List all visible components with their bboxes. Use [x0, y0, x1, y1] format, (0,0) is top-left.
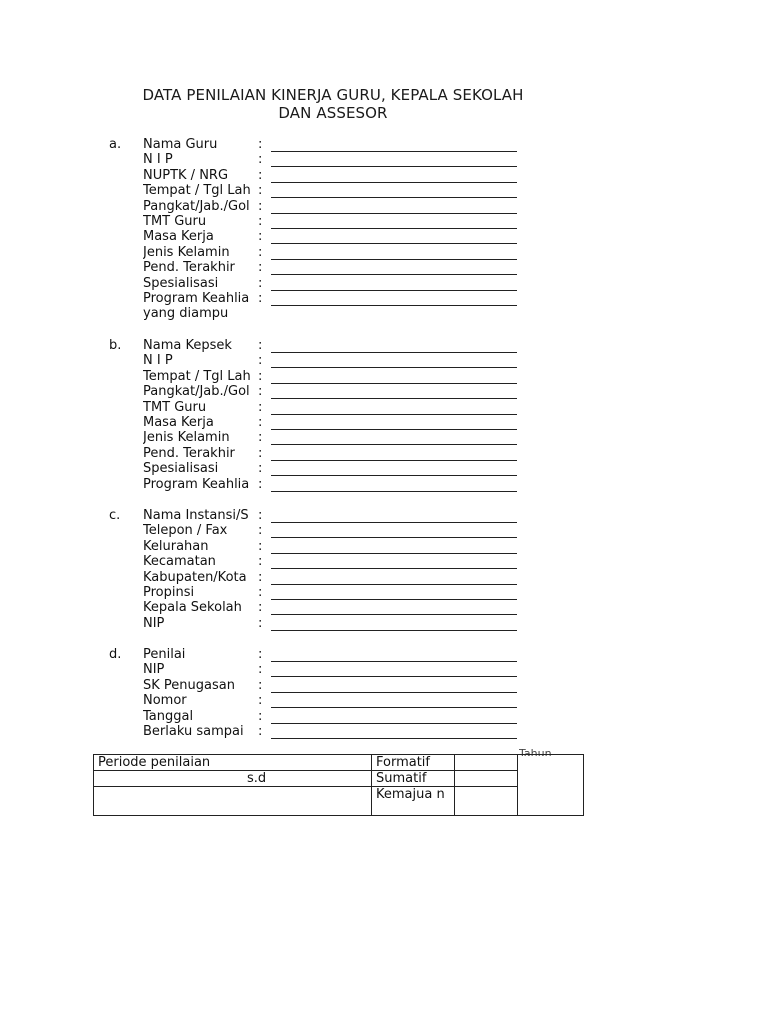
- field-label: Masa Kerja: [143, 229, 214, 245]
- field-label: NIP: [143, 615, 165, 631]
- fill-in-line[interactable]: [271, 213, 517, 214]
- field-colon: :: [258, 693, 263, 709]
- sd-label: s.d: [247, 771, 267, 786]
- table-row: [94, 787, 584, 816]
- fill-in-line[interactable]: [271, 197, 517, 198]
- fill-in-line[interactable]: [271, 151, 517, 152]
- fill-in-line[interactable]: [271, 599, 517, 600]
- formatif-value-cell[interactable]: [455, 755, 518, 771]
- field-colon: :: [258, 677, 263, 693]
- field-label: TMT Guru: [143, 399, 207, 415]
- field-label: Jenis Kelamin: [143, 244, 230, 260]
- field-label-continuation: yang diampu: [143, 306, 229, 322]
- kemajuan-cell: [372, 787, 455, 816]
- field-label: Kelurahan: [143, 538, 209, 554]
- field-label: Pangkat/Jab./Gol: [143, 384, 250, 400]
- field-colon: :: [258, 600, 263, 616]
- field-label: Nama Guru: [143, 137, 218, 152]
- field-colon: :: [258, 508, 263, 523]
- period-table: [93, 754, 584, 816]
- fill-in-line[interactable]: [271, 383, 517, 384]
- field-colon: :: [258, 137, 263, 152]
- fill-in-line[interactable]: [271, 676, 517, 677]
- field-colon: :: [258, 538, 263, 554]
- formatif-label: Formatif: [376, 755, 430, 770]
- fill-in-line[interactable]: [271, 352, 517, 353]
- field-label: Tempat / Tgl Lah: [143, 183, 251, 199]
- fill-in-line[interactable]: [271, 522, 517, 523]
- field-label: N I P: [143, 152, 173, 168]
- field-colon: :: [258, 152, 263, 168]
- tahun-label: Tahun: [519, 748, 552, 756]
- field-colon: :: [258, 445, 263, 461]
- field-colon: :: [258, 647, 263, 662]
- fill-in-line[interactable]: [271, 414, 517, 415]
- field-label: Nama Kepsek: [143, 338, 232, 353]
- field-label: Jenis Kelamin: [143, 430, 230, 446]
- fill-in-line[interactable]: [271, 475, 517, 476]
- field-colon: :: [258, 229, 263, 245]
- fill-in-line[interactable]: [271, 228, 517, 229]
- field-colon: :: [258, 724, 263, 739]
- field-label: Tempat / Tgl Lah: [143, 368, 251, 384]
- fill-in-line[interactable]: [271, 614, 517, 615]
- title-line-1: DATA PENILAIAN KINERJA GURU, KEPALA SEKOLAH: [142, 86, 524, 104]
- fill-in-line[interactable]: [271, 398, 517, 399]
- field-colon: :: [258, 183, 263, 199]
- periode-label: Periode penilaian: [98, 755, 211, 770]
- field-label: Kecamatan: [143, 554, 216, 570]
- field-colon: :: [258, 353, 263, 369]
- table-row: [94, 755, 584, 771]
- field-colon: :: [258, 415, 263, 430]
- section-letter: a.: [109, 137, 122, 152]
- fill-in-line[interactable]: [271, 429, 517, 430]
- field-colon: :: [258, 708, 263, 724]
- field-label: Nomor: [143, 693, 187, 709]
- field-label: Pend. Terakhir: [143, 445, 235, 461]
- fill-in-line[interactable]: [271, 259, 517, 260]
- fill-in-line[interactable]: [271, 707, 517, 708]
- blank-period-cell[interactable]: [94, 787, 372, 816]
- fill-in-line[interactable]: [271, 553, 517, 554]
- field-colon: :: [258, 167, 263, 183]
- sd-cell[interactable]: [94, 771, 372, 787]
- section-letter: d.: [109, 647, 122, 662]
- field-colon: :: [258, 260, 263, 276]
- field-label: Masa Kerja: [143, 415, 214, 430]
- field-label: N I P: [143, 353, 173, 369]
- field-label: SK Penugasan: [143, 677, 235, 693]
- sumatif-value-cell[interactable]: [455, 771, 518, 787]
- fill-in-line[interactable]: [271, 491, 517, 492]
- field-label: Kepala Sekolah: [143, 600, 242, 616]
- field-colon: :: [258, 585, 263, 600]
- sumatif-cell: [372, 771, 455, 787]
- formatif-cell: [372, 755, 455, 771]
- fill-in-line[interactable]: [271, 537, 517, 538]
- field-colon: :: [258, 554, 263, 570]
- field-colon: :: [258, 338, 263, 353]
- field-label: Spesialisasi: [143, 275, 219, 291]
- table-row: [94, 771, 584, 787]
- field-label: TMT Guru: [143, 214, 207, 229]
- fill-in-line[interactable]: [271, 630, 517, 631]
- field-colon: :: [258, 430, 263, 446]
- field-colon: :: [258, 569, 263, 585]
- fill-in-line[interactable]: [271, 723, 517, 724]
- field-label: Pend. Terakhir: [143, 260, 235, 276]
- field-colon: :: [258, 662, 263, 678]
- fill-in-line[interactable]: [271, 738, 517, 739]
- field-label: Berlaku sampai: [143, 724, 244, 739]
- fill-in-line[interactable]: [271, 661, 517, 662]
- section-letter: b.: [109, 338, 122, 353]
- field-label: NUPTK / NRG: [143, 167, 229, 183]
- fill-in-line[interactable]: [271, 460, 517, 461]
- section-letter: c.: [109, 508, 121, 523]
- fill-in-line[interactable]: [271, 692, 517, 693]
- fill-in-line[interactable]: [271, 584, 517, 585]
- field-colon: :: [258, 291, 263, 306]
- field-label: Program Keahlia: [143, 291, 250, 306]
- field-label: Kabupaten/Kota: [143, 569, 247, 585]
- field-colon: :: [258, 615, 263, 631]
- fill-in-line[interactable]: [271, 182, 517, 183]
- field-label: Pangkat/Jab./Gol: [143, 198, 250, 214]
- fill-in-line[interactable]: [271, 444, 517, 445]
- fill-in-line[interactable]: [271, 290, 517, 291]
- kemajuan-value-cell[interactable]: [455, 787, 518, 816]
- fill-in-line[interactable]: [271, 305, 517, 306]
- field-label: Tanggal: [143, 708, 194, 724]
- field-colon: :: [258, 198, 263, 214]
- field-label: Spesialisasi: [143, 461, 219, 477]
- fill-in-line[interactable]: [271, 274, 517, 275]
- fill-in-line[interactable]: [271, 243, 517, 244]
- fill-in-line[interactable]: [271, 166, 517, 167]
- fill-in-line[interactable]: [271, 568, 517, 569]
- field-colon: :: [258, 244, 263, 260]
- field-label: Penilai: [143, 647, 186, 662]
- field-colon: :: [258, 399, 263, 415]
- field-label: NIP: [143, 662, 165, 678]
- field-label: Telepon / Fax: [143, 523, 228, 539]
- title-line-2: DAN ASSESOR: [278, 104, 388, 122]
- field-colon: :: [258, 461, 263, 477]
- field-colon: :: [258, 368, 263, 384]
- fill-in-line[interactable]: [271, 367, 517, 368]
- tahun-cell[interactable]: [518, 755, 584, 816]
- field-label: Propinsi: [143, 585, 195, 600]
- field-colon: :: [258, 384, 263, 400]
- field-label: Program Keahlia: [143, 476, 250, 492]
- field-colon: :: [258, 214, 263, 229]
- kemajuan-label: Kemajua n: [376, 787, 445, 802]
- field-colon: :: [258, 523, 263, 539]
- field-label: Nama Instansi/S: [143, 508, 249, 523]
- field-colon: :: [258, 275, 263, 291]
- sumatif-label: Sumatif: [376, 771, 427, 786]
- periode-label-cell: [94, 755, 372, 771]
- field-colon: :: [258, 476, 263, 492]
